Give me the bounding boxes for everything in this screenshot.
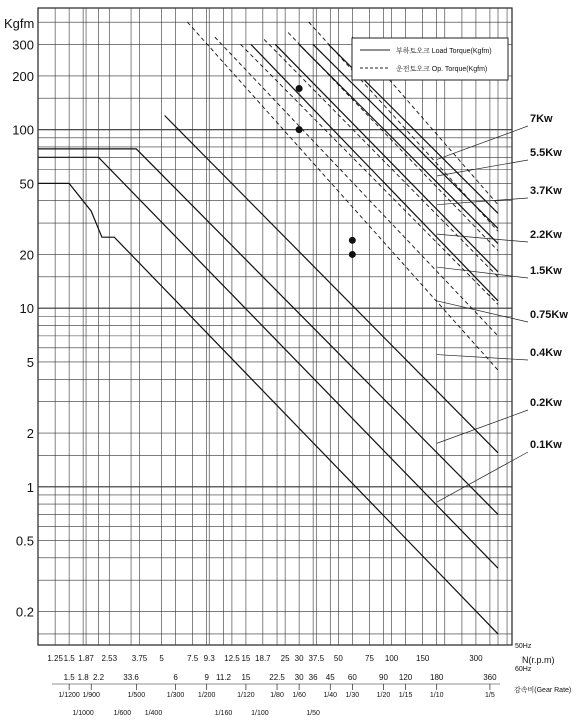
rpm-50hz-label: 9.3 xyxy=(203,654,215,663)
power-label: 3.7Kw xyxy=(530,185,562,197)
rpm-60hz-label: 1.5 xyxy=(63,673,75,682)
rpm-60hz-label: 36 xyxy=(308,673,318,682)
y-tick-label: 20 xyxy=(19,247,34,263)
power-label: 0.1Kw xyxy=(530,439,562,451)
rpm-50hz-label: 15 xyxy=(241,654,251,663)
gear-ratio-label-row1: 1/80 xyxy=(270,692,284,699)
y-tick-label: 2 xyxy=(26,426,34,442)
power-label: 2.2Kw xyxy=(530,229,562,241)
data-marker xyxy=(349,237,356,244)
gear-ratio-label-row2: 1/100 xyxy=(251,710,269,717)
rpm-60hz-label: 120 xyxy=(398,673,413,682)
rpm-50hz-label: 25 xyxy=(280,654,290,663)
rpm-50hz-label: 1.5 xyxy=(63,654,75,663)
y-tick-label: 1 xyxy=(26,479,34,495)
freq-60hz-label: 60Hz xyxy=(515,666,532,673)
rpm-60hz-label: 2.2 xyxy=(92,673,105,682)
gear-ratio-label-row1: 1/20 xyxy=(376,692,391,699)
freq-50hz-label: 50Hz xyxy=(515,643,532,650)
rpm-50hz-label: 30 xyxy=(294,654,304,663)
rpm-50hz-label: 12.5 xyxy=(224,654,240,663)
rpm-50hz-label: 75 xyxy=(365,654,374,663)
gear-ratio-label-row1: 1/30 xyxy=(345,692,360,699)
rpm-60hz-label: 6 xyxy=(173,673,178,682)
power-label: 5.5Kw xyxy=(530,147,562,159)
gear-ratio-label-row2: 1/160 xyxy=(214,710,233,717)
y-tick-label: 200 xyxy=(12,68,34,84)
rpm-60hz-label: 33.6 xyxy=(123,673,139,682)
rpm-50hz-label: 3.75 xyxy=(131,654,148,663)
rpm-50hz-label: 100 xyxy=(384,654,399,663)
power-label: 0.75Kw xyxy=(530,309,568,321)
gear-ratio-label-row1: 1/300 xyxy=(166,692,185,699)
rpm-50hz-label: 18.7 xyxy=(255,654,271,663)
rpm-60hz-label: 90 xyxy=(379,673,388,682)
legend-dashed-label: 운전토오크 Op. Torque(Kgfm) xyxy=(396,66,488,73)
y-tick-label: 0.2 xyxy=(15,604,34,620)
gear-ratio-label-row1: 1/15 xyxy=(398,692,413,699)
rpm-50hz-label: 1.25 xyxy=(47,654,63,663)
rpm-60hz-label: 360 xyxy=(483,673,497,682)
y-tick-label: 300 xyxy=(12,37,34,53)
gear-ratio-label-row1: 1/200 xyxy=(197,692,216,699)
rpm-60hz-label: 11.2 xyxy=(215,673,231,682)
rpm-50hz-label: 150 xyxy=(416,654,430,663)
rpm-60hz-label: 22.5 xyxy=(269,673,285,682)
power-label: 7Kw xyxy=(530,113,553,125)
rpm-60hz-label: 180 xyxy=(430,673,444,682)
power-label: 0.2Kw xyxy=(530,397,562,409)
gear-ratio-label-row1: 1/60 xyxy=(292,692,306,699)
y-tick-label: 5 xyxy=(26,354,34,370)
gear-ratio-label-row1: 1/5 xyxy=(485,692,495,699)
data-marker xyxy=(296,85,303,92)
rpm-60hz-label: 9 xyxy=(204,673,209,682)
data-marker xyxy=(296,126,303,133)
rpm-50hz-label: 1.87 xyxy=(78,654,94,663)
gear-ratio-label-row1: 1/10 xyxy=(429,692,444,699)
rpm-60hz-label: 30 xyxy=(294,673,304,682)
y-tick-label: 50 xyxy=(19,176,34,192)
gear-ratio-label-row2: 1/50 xyxy=(306,710,320,717)
rpm-60hz-label: 15 xyxy=(241,673,251,682)
gear-ratio-label-row2: 1/1000 xyxy=(72,710,94,717)
rpm-50hz-label: 5 xyxy=(159,654,164,663)
legend-solid-label: 부하토오크 Load Torque(Kgfm) xyxy=(396,48,492,55)
y-axis-unit: Kgfm xyxy=(4,16,35,31)
rpm-50hz-label: 2.53 xyxy=(101,654,118,663)
rpm-50hz-label: 37.5 xyxy=(308,654,325,663)
power-label: 0.4Kw xyxy=(530,347,562,359)
gear-ratio-label-row2: 1/400 xyxy=(144,710,163,717)
rpm-50hz-label: 50 xyxy=(333,654,343,663)
rpm-60hz-label: 60 xyxy=(347,673,357,682)
gear-ratio-label-row1: 1/1200 xyxy=(58,692,80,699)
gear-ratio-label-row1: 1/40 xyxy=(323,692,338,699)
y-tick-label: 10 xyxy=(19,301,34,317)
legend-box xyxy=(352,38,508,80)
rpm-50hz-label: 300 xyxy=(469,654,483,663)
data-marker xyxy=(349,251,356,258)
gear-ratio-label-row1: 1/500 xyxy=(127,692,146,699)
gear-ratio-label-row1: 1/900 xyxy=(82,692,100,699)
x-axis-unit: N(r.p.m) xyxy=(522,655,555,665)
rpm-60hz-label: 45 xyxy=(325,673,335,682)
gear-ratio-label-row1: 1/120 xyxy=(237,692,255,699)
legend xyxy=(352,38,508,80)
rpm-50hz-label: 7.5 xyxy=(187,654,199,663)
gear-ratio-label: 감속비(Gear Rate) xyxy=(514,687,572,694)
gear-ratio-label-row2: 1/600 xyxy=(113,710,132,717)
rpm-60hz-label: 1.8 xyxy=(77,673,89,682)
power-label: 1.5Kw xyxy=(530,265,562,277)
y-tick-label: 0.5 xyxy=(15,533,34,549)
y-tick-label: 100 xyxy=(12,122,34,138)
